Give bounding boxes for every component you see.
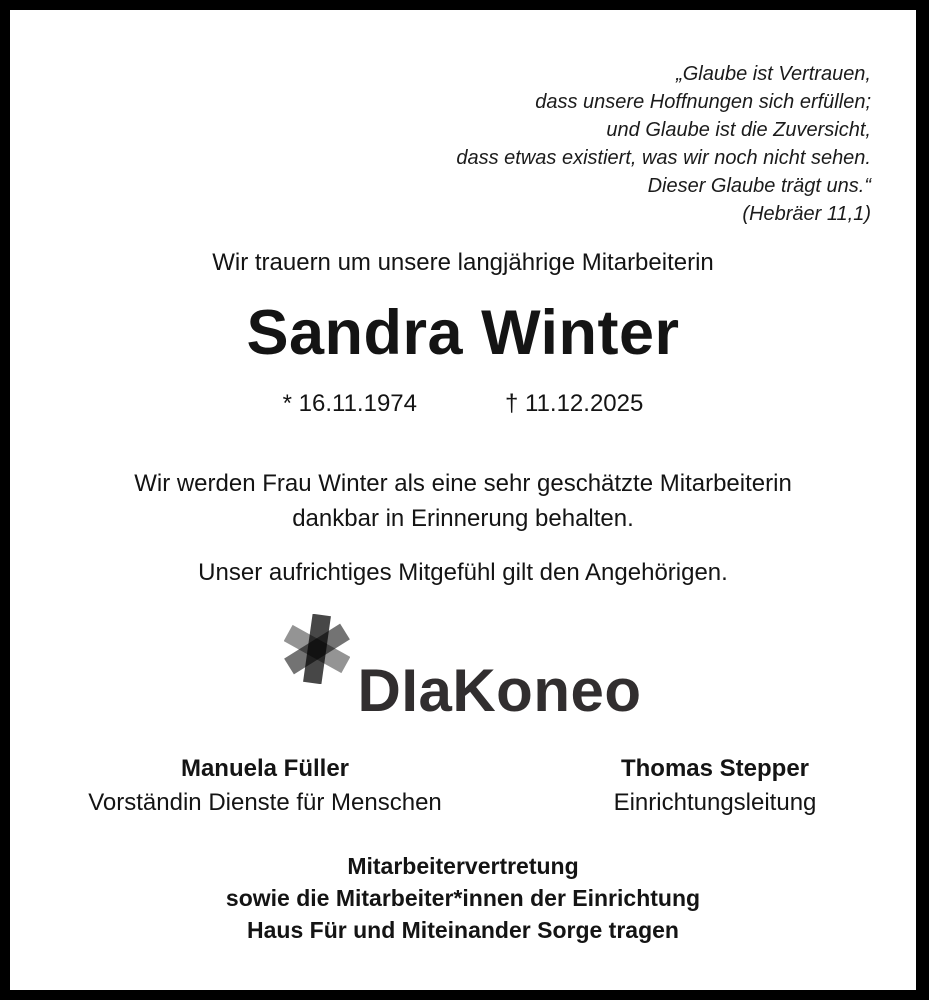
quote-source: (Hebräer 11,1) bbox=[742, 203, 871, 225]
condolence-line: Wir werden Frau Winter als eine sehr geschätzte Mitarbeiterin bbox=[134, 470, 792, 497]
quote-block bbox=[10, 60, 916, 228]
birth-date: * 16.11.1974 bbox=[282, 390, 417, 417]
quote-line: „Glaube ist Vertrauen, bbox=[676, 63, 871, 85]
footer-line: Haus Für und Miteinander Sorge tragen bbox=[247, 917, 679, 943]
death-date: † 11.12.2025 bbox=[504, 390, 644, 417]
footer-block bbox=[10, 850, 916, 946]
quote-line: dass unsere Hoffnungen sich erfüllen; bbox=[535, 91, 871, 113]
signatory-name: Manuela Füller bbox=[180, 755, 350, 782]
quote-line: dass etwas existiert, was wir noch nicht sehen. bbox=[456, 147, 871, 169]
footer-line: sowie die Mitarbeiter*innen der Einrichtung bbox=[225, 885, 701, 911]
quote-line: Dieser Glaube trägt uns.“ bbox=[647, 175, 871, 197]
quote-line: und Glaube ist die Zuversicht, bbox=[606, 119, 871, 141]
signatory-title: Vorständin Dienste für Menschen bbox=[88, 789, 442, 816]
diakoneo-logo bbox=[10, 614, 916, 724]
condolence-paragraph bbox=[10, 466, 916, 536]
deceased-name: Sandra Winter bbox=[246, 298, 680, 368]
intro-line: Wir trauern um unsere langjährige Mitarbeiterin bbox=[212, 249, 714, 276]
life-dates bbox=[10, 388, 916, 420]
signatory-name: Thomas Stepper bbox=[620, 755, 810, 782]
sympathy-paragraph: Unser aufrichtiges Mitgefühl gilt den Angehörigen. bbox=[198, 559, 728, 586]
diakoneo-star-icon bbox=[284, 614, 350, 684]
signatories-row bbox=[10, 752, 916, 820]
footer-line: Mitarbeitervertretung bbox=[347, 853, 579, 879]
signatory-title: Einrichtungsleitung bbox=[613, 789, 817, 816]
signatory-right bbox=[515, 752, 915, 820]
diakoneo-wordmark: DIaKoneo bbox=[357, 657, 642, 724]
signatory-left bbox=[65, 752, 465, 820]
condolence-line: dankbar in Erinnerung behalten. bbox=[292, 505, 634, 532]
